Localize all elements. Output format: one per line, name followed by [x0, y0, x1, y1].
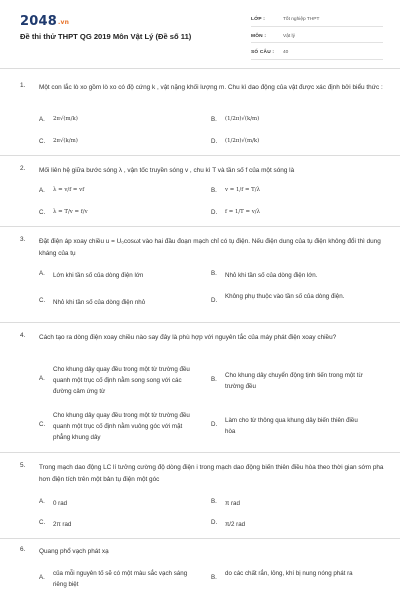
question-number: 4.	[20, 332, 26, 339]
question-number: 6.	[20, 546, 26, 553]
option-text: v = 1/f = T/λ	[225, 187, 261, 193]
question-1	[20, 82, 390, 152]
question-divider	[0, 452, 400, 453]
option-letter: B.	[211, 187, 217, 194]
meta-row-class	[251, 14, 383, 27]
option-letter: D.	[211, 138, 218, 145]
option-text: Lớn khi tần số của dòng điện lớn	[53, 272, 144, 279]
option-letter: C.	[39, 421, 46, 428]
option-text: Nhỏ khi tần số của dòng điện lớn.	[225, 272, 318, 279]
meta-row-subject	[251, 31, 383, 44]
option-text: λ = v/f = vf	[53, 187, 85, 193]
exam-meta	[251, 14, 383, 60]
logo-sub: .vn	[57, 19, 70, 26]
question-2	[20, 165, 390, 227]
option-text: của mỗi nguyên tố sẽ có một màu sắc vạch sáng riêng biệt	[53, 570, 188, 588]
question-text: Cách tạo ra dòng điện xoay chiều nào say đây là phù hợp với nguyên tắc của máy phát điện xoay chiều?	[39, 334, 337, 341]
question-text: Quang phổ vạch phát xạ	[39, 548, 109, 555]
option-text: Cho khung dây quay đều trong một từ trường đều quanh một trục cố định nằm vuông góc với mặt phẳng khung dây	[53, 412, 190, 441]
question-number: 5.	[20, 462, 26, 469]
meta-row-count	[251, 47, 383, 60]
meta-label: SỐ CÂU :	[251, 50, 275, 56]
page-header	[0, 0, 400, 66]
option-text: π/2 rad	[225, 521, 246, 528]
exam-title: Đề thi thử THPT QG 2019 Môn Vật Lý (Đề số 11)	[20, 32, 192, 41]
option-text: 2π√(m/k)	[53, 116, 78, 122]
option-letter: A.	[39, 270, 45, 277]
question-text: Mối liên hệ giữa bước sóng λ , vận tốc truyền sóng v , chu kì T và tần số f của một sóng là	[39, 167, 295, 174]
option-letter: C.	[39, 297, 46, 304]
option-letter: B.	[211, 376, 217, 383]
option-text: λ = T/v = f/v	[53, 209, 88, 215]
question-5	[20, 462, 390, 537]
option-text: do các chất rắn, lỏng, khí bị nung nóng phát ra	[225, 570, 353, 577]
question-text: Đặt điện áp xoay chiều u = U₀cosωt vào hai đầu đoạn mạch chỉ có tụ điện. Nếu điện dung của tụ điện không đổi thì dung kháng của tụ	[39, 238, 381, 257]
option-text: Cho khung dây chuyển động tịnh tiến trong một từ trường đều	[225, 372, 363, 390]
option-letter: D.	[211, 519, 218, 526]
option-letter: A.	[39, 116, 45, 123]
question-3	[20, 236, 390, 322]
header-divider	[0, 68, 400, 69]
option-letter: C.	[39, 138, 46, 145]
option-text: Không phụ thuộc vào tần số của dòng điện.	[225, 293, 345, 300]
option-text: f = 1/T = v/λ	[225, 209, 261, 215]
question-number: 3.	[20, 236, 26, 243]
option-text: Cho khung dây quay đều trong một từ trường đều quanh một trục cố định nằm song song với các đường cảm ứng từ	[53, 366, 190, 395]
question-divider	[0, 226, 400, 227]
question-number: 1.	[20, 82, 26, 89]
option-letter: A.	[39, 574, 45, 581]
option-letter: B.	[211, 574, 217, 581]
logo-main: 2048	[20, 14, 57, 29]
option-letter: B.	[211, 116, 217, 123]
option-text: Nhỏ khi tần số của dòng điện nhỏ	[53, 299, 146, 306]
meta-value: Vật lý	[283, 33, 295, 39]
question-divider	[0, 538, 400, 539]
question-divider	[0, 322, 400, 323]
option-text: 2π rad	[53, 521, 72, 528]
option-text: 2π√(k/m)	[53, 138, 78, 144]
option-text: π rad	[225, 500, 240, 507]
option-letter: A.	[39, 187, 45, 194]
question-text: Trong mạch dao động LC lí tưởng cường độ dòng điện i trong mạch dao động biến thiên điều hòa theo thời gian sớm pha hơn điện tích trên một bản tụ điện một góc	[39, 464, 384, 483]
site-logo[interactable]	[20, 14, 69, 29]
question-text: Một con lắc lò xo gồm lò xo có độ cứng k , vật nặng khối lượng m. Chu kì dao động của vật được xác định bởi biểu thức :	[39, 84, 383, 91]
option-text: (1/2π)√(m/k)	[225, 138, 260, 144]
option-letter: B.	[211, 498, 217, 505]
meta-label: LỚP :	[251, 17, 266, 23]
option-text: 0 rad	[53, 500, 68, 507]
meta-label: MÔN :	[251, 33, 267, 39]
meta-value: Tốt nghiệp THPT	[283, 17, 320, 23]
meta-value: 40	[283, 50, 289, 56]
option-letter: A.	[39, 498, 45, 505]
option-letter: C.	[39, 209, 46, 216]
option-letter: C.	[39, 519, 46, 526]
option-letter: D.	[211, 209, 218, 216]
option-letter: D.	[211, 297, 218, 304]
option-text: (1/2π)√(k/m)	[225, 116, 260, 122]
question-divider	[0, 155, 400, 156]
question-6	[20, 546, 390, 600]
option-letter: D.	[211, 421, 218, 428]
option-text: Làm cho từ thông qua khung dây biến thiên điều hòa	[225, 417, 358, 435]
option-letter: B.	[211, 270, 217, 277]
question-number: 2.	[20, 165, 26, 172]
question-4	[20, 332, 390, 450]
option-letter: A.	[39, 375, 45, 382]
